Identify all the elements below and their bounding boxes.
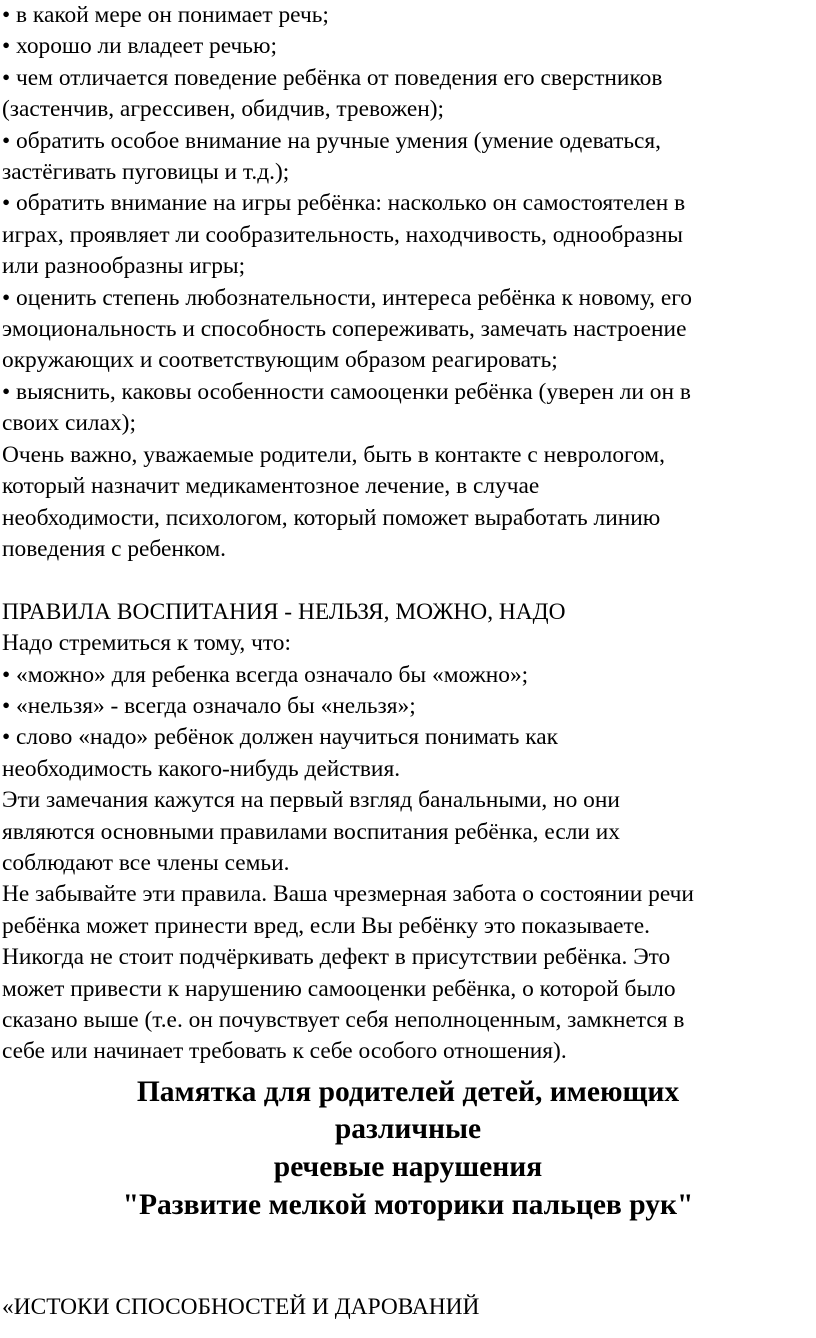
text-line: может привести к нарушению самооценки ребёнка, о которой было: [2, 975, 676, 1002]
paragraph-rules: [2, 597, 814, 1068]
text-line: • «нельзя» - всегда означало бы «нельзя»;: [2, 692, 416, 719]
heading-line: Памятка для родителей детей, имеющих: [136, 1075, 680, 1108]
text-line: Никогда не стоит подчёркивать дефект в присутствии ребёнка. Это: [2, 944, 671, 971]
text-line: • обратить внимание на игры ребёнка: насколько он самостоятелен в: [2, 190, 686, 217]
text-line: который назначит медикаментозное лечение, в случае: [2, 473, 540, 500]
text-line: «ИСТОКИ СПОСОБНОСТЕЙ И ДАРОВАНИЙ: [2, 1294, 480, 1321]
text-line: соблюдают все члены семьи.: [2, 849, 290, 876]
text-line: • «можно» для ребенка всегда означало бы «можно»;: [2, 661, 529, 688]
text-line: являются основными правилами воспитания ребёнка, если их: [2, 818, 620, 845]
text-line: поведения с ребенком.: [2, 535, 226, 562]
text-line: или разнообразны игры;: [2, 253, 246, 280]
text-line: сказано выше (т.е. он почувствует себя неполноценным, замкнется в: [2, 1006, 685, 1033]
text-line: ребёнка может принести вред, если Вы ребёнку это показываете.: [2, 912, 650, 939]
memo-heading: [2, 1074, 814, 1224]
text-line: необходимости, психологом, который поможет выработать линию: [2, 504, 661, 531]
text-line: • хорошо ли владеет речью;: [2, 33, 277, 60]
text-line: окружающих и соответствующим образом реагировать;: [2, 347, 558, 374]
text-line: необходимость какого-нибудь действия.: [2, 755, 401, 782]
text-line: своих силах);: [2, 410, 136, 437]
text-line: (застенчив, агрессивен, обидчив, тревожен);: [2, 96, 445, 123]
text-line: • в какой мере он понимает речь;: [2, 2, 329, 28]
text-line: Надо стремиться к тому, что:: [2, 630, 291, 657]
spacer: [2, 1224, 814, 1292]
text-line: Не забывайте эти правила. Ваша чрезмерная забота о состоянии речи: [2, 881, 694, 908]
heading-line: различные: [334, 1113, 482, 1146]
text-line: • чем отличается поведение ребёнка от поведения его сверстников: [2, 64, 663, 91]
text-line: застёгивать пуговицы и т.д.);: [2, 159, 290, 186]
document-page: [2, 0, 814, 1324]
text-line: • выяснить, каковы особенности самооценки ребёнка (уверен ли он в: [2, 378, 691, 405]
paragraph-checklist: [2, 0, 814, 565]
text-line: • слово «надо» ребёнок должен научиться понимать как: [2, 724, 559, 751]
text-line: • оценить степень любознательности, интереса ребёнка к новому, его: [2, 284, 692, 311]
heading-line: речевые нарушения: [273, 1150, 543, 1183]
text-line: эмоциональность и способность сопереживать, замечать настроение: [2, 316, 687, 343]
text-line: Эти замечания кажутся на первый взгляд банальными, но они: [2, 787, 620, 814]
text-line: • обратить особое внимание на ручные умения (умение одеваться,: [2, 127, 662, 154]
blank-line: [2, 565, 814, 596]
text-line: себе или начинает требовать к себе особого отношения).: [2, 1038, 567, 1065]
text-line: играх, проявляет ли сообразительность, находчивость, однообразны: [2, 221, 683, 248]
section-title: ПРАВИЛА ВОСПИТАНИЯ - НЕЛЬЗЯ, МОЖНО, НАДО: [2, 598, 566, 625]
heading-line: "Развитие мелкой моторики пальцев рук": [122, 1188, 694, 1221]
text-line: Очень важно, уважаемые родители, быть в контакте с неврологом,: [2, 441, 665, 468]
paragraph-closing: [2, 1292, 814, 1323]
